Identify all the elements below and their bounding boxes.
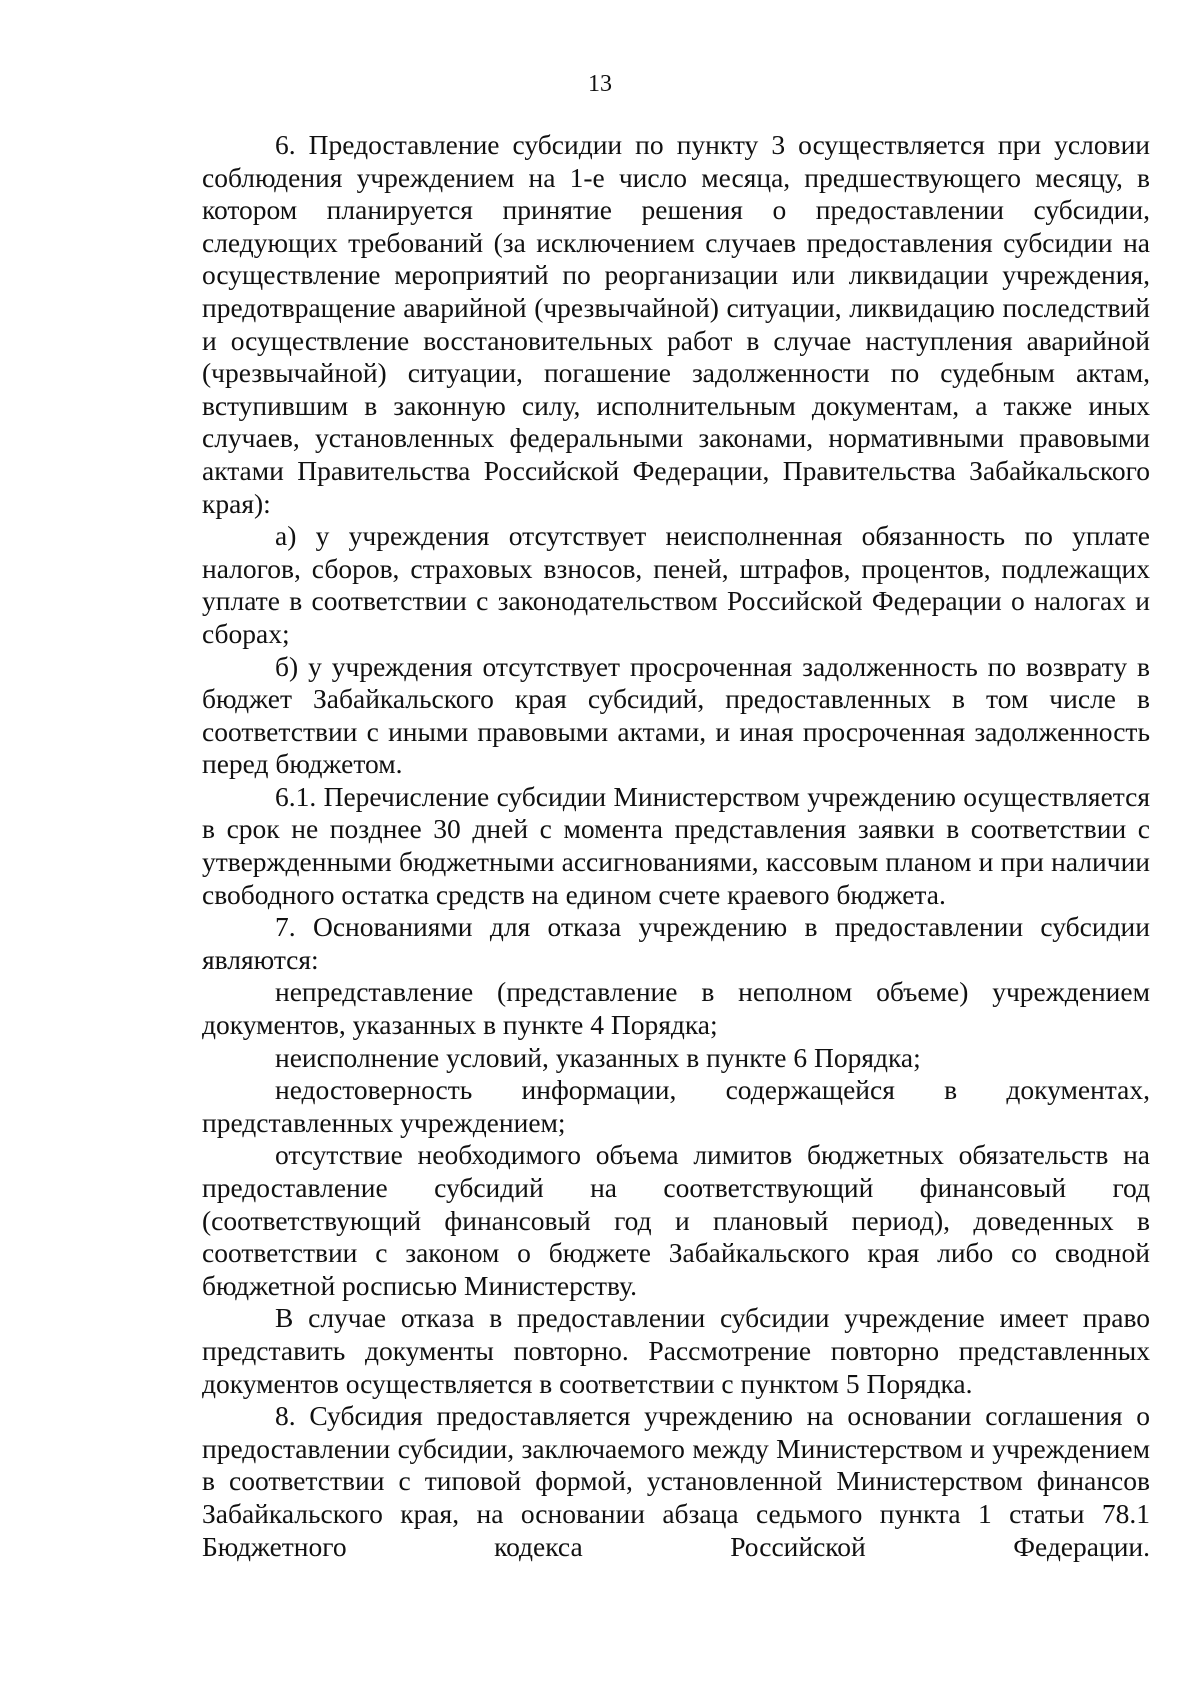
paragraph-7-item-2: неисполнение условий, указанных в пункте 6 Порядка; (275, 1041, 921, 1073)
paragraph-7-refusal: В случае отказа в предоставлении субсидии учреждение имеет право представить документы повторно. Рассмотрение повторно представленных документов осуществляется в соответствии с пунктом 5 Порядка. (202, 1302, 1150, 1399)
paragraph-8: 8. Субсидия предоставляется учреждению на основании соглашения о предоставлении субсидии, заключаемого между Министерством и учреждением в соответствии с типовой формой, установленной Министерством финансов Забайкальского края, на основании абзаца седьмого пункта 1 статьи 78.1 Бюджетного кодекса Российской Федерации. (202, 1400, 1150, 1562)
paragraph-6-a: а) у учреждения отсутствует неисполненная обязанность по уплате налогов, сборов, страховых взносов, пеней, штрафов, процентов, подлежащих уплате в соответствии с законодательством Российской Федерации о налогах и сборах; (202, 520, 1150, 649)
paragraph-7-item-3: недостоверность информации, содержащейся в документах, представленных учреждением; (202, 1074, 1150, 1138)
page-number: 13 (588, 71, 612, 97)
paragraph-6: 6. Предоставление субсидии по пункту 3 осуществляется при условии соблюдения учреждением на 1-е число месяца, предшествующего месяцу, в котором планируется принятие решения о предоставлении субсидии, следующих требований (за исключением случаев предоставления субсидии на осуществление мероприятий по реорганизации или ликвидации учреждения, предотвращение аварийной (чрезвычайной) ситуации, ликвидацию последствий и осуществление восстановительных работ в случае наступления аварийной (чрезвычайной) ситуации, погашение задолженности по судебным актам, вступившим в законную силу, исполнительным документам, а также иных случаев, установленных федеральными законами, нормативными правовыми актами Правительства Российской Федерации, Правительства Забайкальского края): (202, 129, 1150, 519)
paragraph-6-1: 6.1. Перечисление субсидии Министерством учреждению осуществляется в срок не позднее 30 дней с момента представления заявки в соответствии с утвержденными бюджетными ассигнованиями, кассовым планом и при наличии свободного остатка средств на едином счете краевого бюджета. (202, 780, 1150, 910)
paragraph-7-item-1: непредставление (представление в неполном объеме) учреждением документов, указанных в пункте 4 Порядка; (202, 976, 1150, 1041)
document-body (202, 129, 1150, 1563)
paragraph-7: 7. Основаниями для отказа учреждению в предоставлении субсидии являются: (202, 911, 1150, 975)
paragraph-7-item-4: отсутствие необходимого объема лимитов бюджетных обязательств на предоставление субсидий на соответствующий финансовый год (соответствующий финансовый год и плановый период), доведенных в соответствии с законом о бюджете Забайкальского края либо со сводной бюджетной росписью Министерству. (202, 1139, 1150, 1301)
paragraph-6-b: б) у учреждения отсутствует просроченная задолженность по возврату в бюджет Забайкальского края субсидий, предоставленных в том числе в соответствии с иными правовыми актами, и иная просроченная задолженность перед бюджетом. (202, 650, 1150, 780)
